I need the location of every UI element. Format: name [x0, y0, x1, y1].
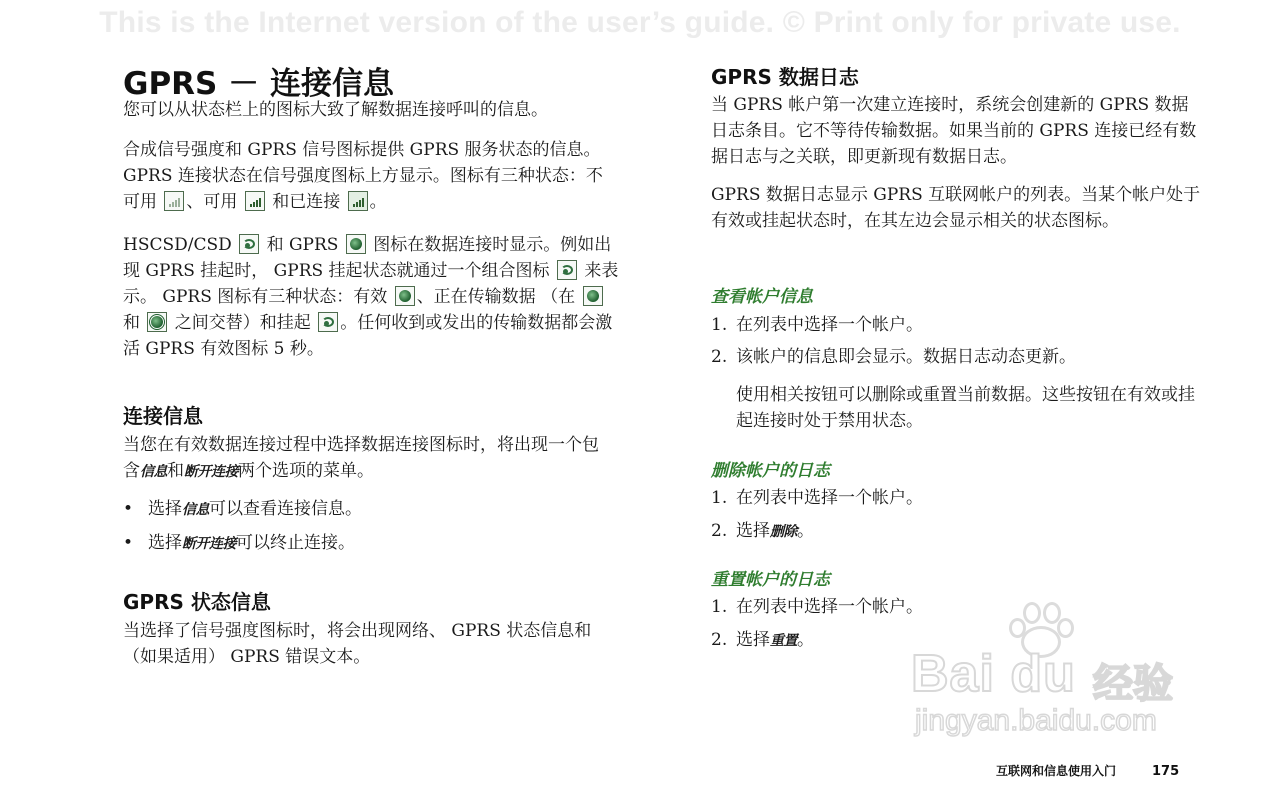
- text-run: 来表示。 GPRS 图标有三种状态：有效: [123, 261, 619, 307]
- ui-term-disconnect: 断开连接: [182, 536, 236, 552]
- step-text: 在列表中选择一个帐户。: [736, 488, 923, 508]
- text-run: 合成信号强度和 GPRS 信号图标提供 GPRS 服务状态的信息。 GPRS 连接状态在信号强度图标上方显示。图标有三种状态：不可用: [123, 140, 603, 212]
- view-account-heading: 查看帐户信息: [711, 287, 813, 307]
- text-run: 和 GPRS: [261, 235, 344, 255]
- view-account-steps: [711, 312, 1206, 370]
- step-item: [711, 518, 1206, 545]
- gprs-active-icon: [395, 286, 415, 306]
- step-text: 。: [797, 630, 814, 650]
- text-run: 当您在有效数据连接过程中选择数据连接图标时，将出现一个包含: [123, 435, 599, 481]
- ui-term-delete: 删除: [770, 524, 797, 540]
- signal-unavailable-icon: [164, 191, 184, 211]
- step-number: 2.: [711, 347, 728, 367]
- gprs-transfer-icon-b: [147, 312, 167, 332]
- text-run: 和已连接: [266, 192, 346, 212]
- connection-info-paragraph: [123, 432, 613, 485]
- text-run: 和: [167, 461, 184, 481]
- text-run: 可以终止连接。: [236, 533, 355, 553]
- step-text: 。: [797, 521, 814, 541]
- list-item: [123, 530, 613, 557]
- watermark-logo-text: Bai du: [911, 645, 1076, 703]
- text-run: 、可用: [186, 192, 243, 212]
- watermark-url: jingyan.baidu.com: [915, 704, 1157, 737]
- data-log-paragraph-2: GPRS 数据日志显示 GPRS 互联网帐户的列表。当某个帐户处于有效或挂起状态时，在其左边会显示相关的状态图标。: [711, 185, 1201, 231]
- ui-term-info: 信息: [182, 502, 209, 518]
- intro-paragraph: 您可以从状态栏上的图标大致了解数据连接呼叫的信息。: [123, 100, 548, 120]
- baidu-jingyan-watermark: [905, 600, 1205, 745]
- page-footer: [996, 762, 1179, 779]
- step-item: [711, 485, 1206, 511]
- gprs-data-log-heading: GPRS 数据日志: [711, 65, 859, 89]
- gprs-icons-paragraph: [123, 232, 621, 362]
- text-run: 和: [123, 313, 146, 333]
- text-run: 、正在传输数据 （在: [416, 287, 581, 307]
- gprs-icon: [346, 234, 366, 254]
- step-text: 选择: [736, 630, 770, 650]
- list-item: [123, 496, 613, 523]
- text-run: 之间交替）和挂起: [169, 313, 317, 333]
- step-number: 1.: [711, 597, 728, 617]
- signal-connected-icon: [348, 191, 368, 211]
- reset-log-heading: 重置帐户的日志: [711, 570, 830, 590]
- text-run: 。: [369, 192, 387, 212]
- step-item: [711, 312, 1206, 338]
- delete-log-heading: 删除帐户的日志: [711, 461, 830, 481]
- page-number: 175: [1152, 764, 1180, 779]
- watermark-jingyan-text: 经验: [1093, 661, 1173, 707]
- gprs-suspended-icon: [318, 312, 338, 332]
- data-log-paragraph-1: 当 GPRS 帐户第一次建立连接时，系统会创建新的 GPRS 数据日志条目。它不等待传输数据。如果当前的 GPRS 连接已经有数据日志与之关联，即更新现有数据日志。: [711, 95, 1197, 167]
- ui-term-reset: 重置: [770, 633, 797, 649]
- hscsd-icon: [239, 234, 259, 254]
- gprs-suspended-combined-icon: [557, 260, 577, 280]
- gprs-transfer-icon-a: [583, 286, 603, 306]
- gprs-status-paragraph: 当选择了信号强度图标时，将会出现网络、 GPRS 状态信息和 （如果适用） GPRS 错误文本。: [123, 621, 592, 667]
- ui-term-info: 信息: [140, 464, 167, 480]
- step-text: 选择: [736, 521, 770, 541]
- step-item: [711, 344, 1206, 370]
- step-number: 1.: [711, 315, 728, 335]
- page-title: GPRS － 连接信息: [123, 66, 394, 102]
- text-run: HSCSD/CSD: [123, 235, 238, 255]
- signal-status-paragraph: [123, 137, 613, 215]
- connection-options-list: [123, 496, 613, 557]
- text-run: 选择: [148, 533, 182, 553]
- text-run: 选择: [148, 499, 182, 519]
- signal-available-icon: [245, 191, 265, 211]
- ui-term-disconnect: 断开连接: [184, 464, 238, 480]
- text-run: 两个选项的菜单。: [238, 461, 374, 481]
- delete-log-steps: [711, 485, 1206, 545]
- connection-info-heading: 连接信息: [123, 404, 203, 428]
- text-run: 图标在数据连接时显示。例如出现 GPRS 挂起时， GPRS 挂起状态就通过一个组合图标: [123, 235, 612, 281]
- footer-chapter-title: 互联网和信息使用入门: [996, 764, 1117, 778]
- step-number: 2.: [711, 630, 728, 650]
- internet-version-banner: This is the Internet version of the user’s guide. © Print only for private use.: [99, 6, 1181, 39]
- step-number: 1.: [711, 488, 728, 508]
- step-number: 2.: [711, 521, 728, 541]
- step-text: 在列表中选择一个帐户。: [736, 597, 923, 617]
- step-text: 该帐户的信息即会显示。数据日志动态更新。: [736, 347, 1076, 367]
- text-run: 。任何收到或发出的传输数据都会激活 GPRS 有效图标 5 秒。: [123, 313, 613, 359]
- gprs-status-heading: GPRS 状态信息: [123, 590, 271, 614]
- text-run: 可以查看连接信息。: [209, 499, 362, 519]
- step-text: 在列表中选择一个帐户。: [736, 315, 923, 335]
- view-account-note: 使用相关按钮可以删除或重置当前数据。这些按钮在有效或挂起连接时处于禁用状态。: [736, 385, 1195, 431]
